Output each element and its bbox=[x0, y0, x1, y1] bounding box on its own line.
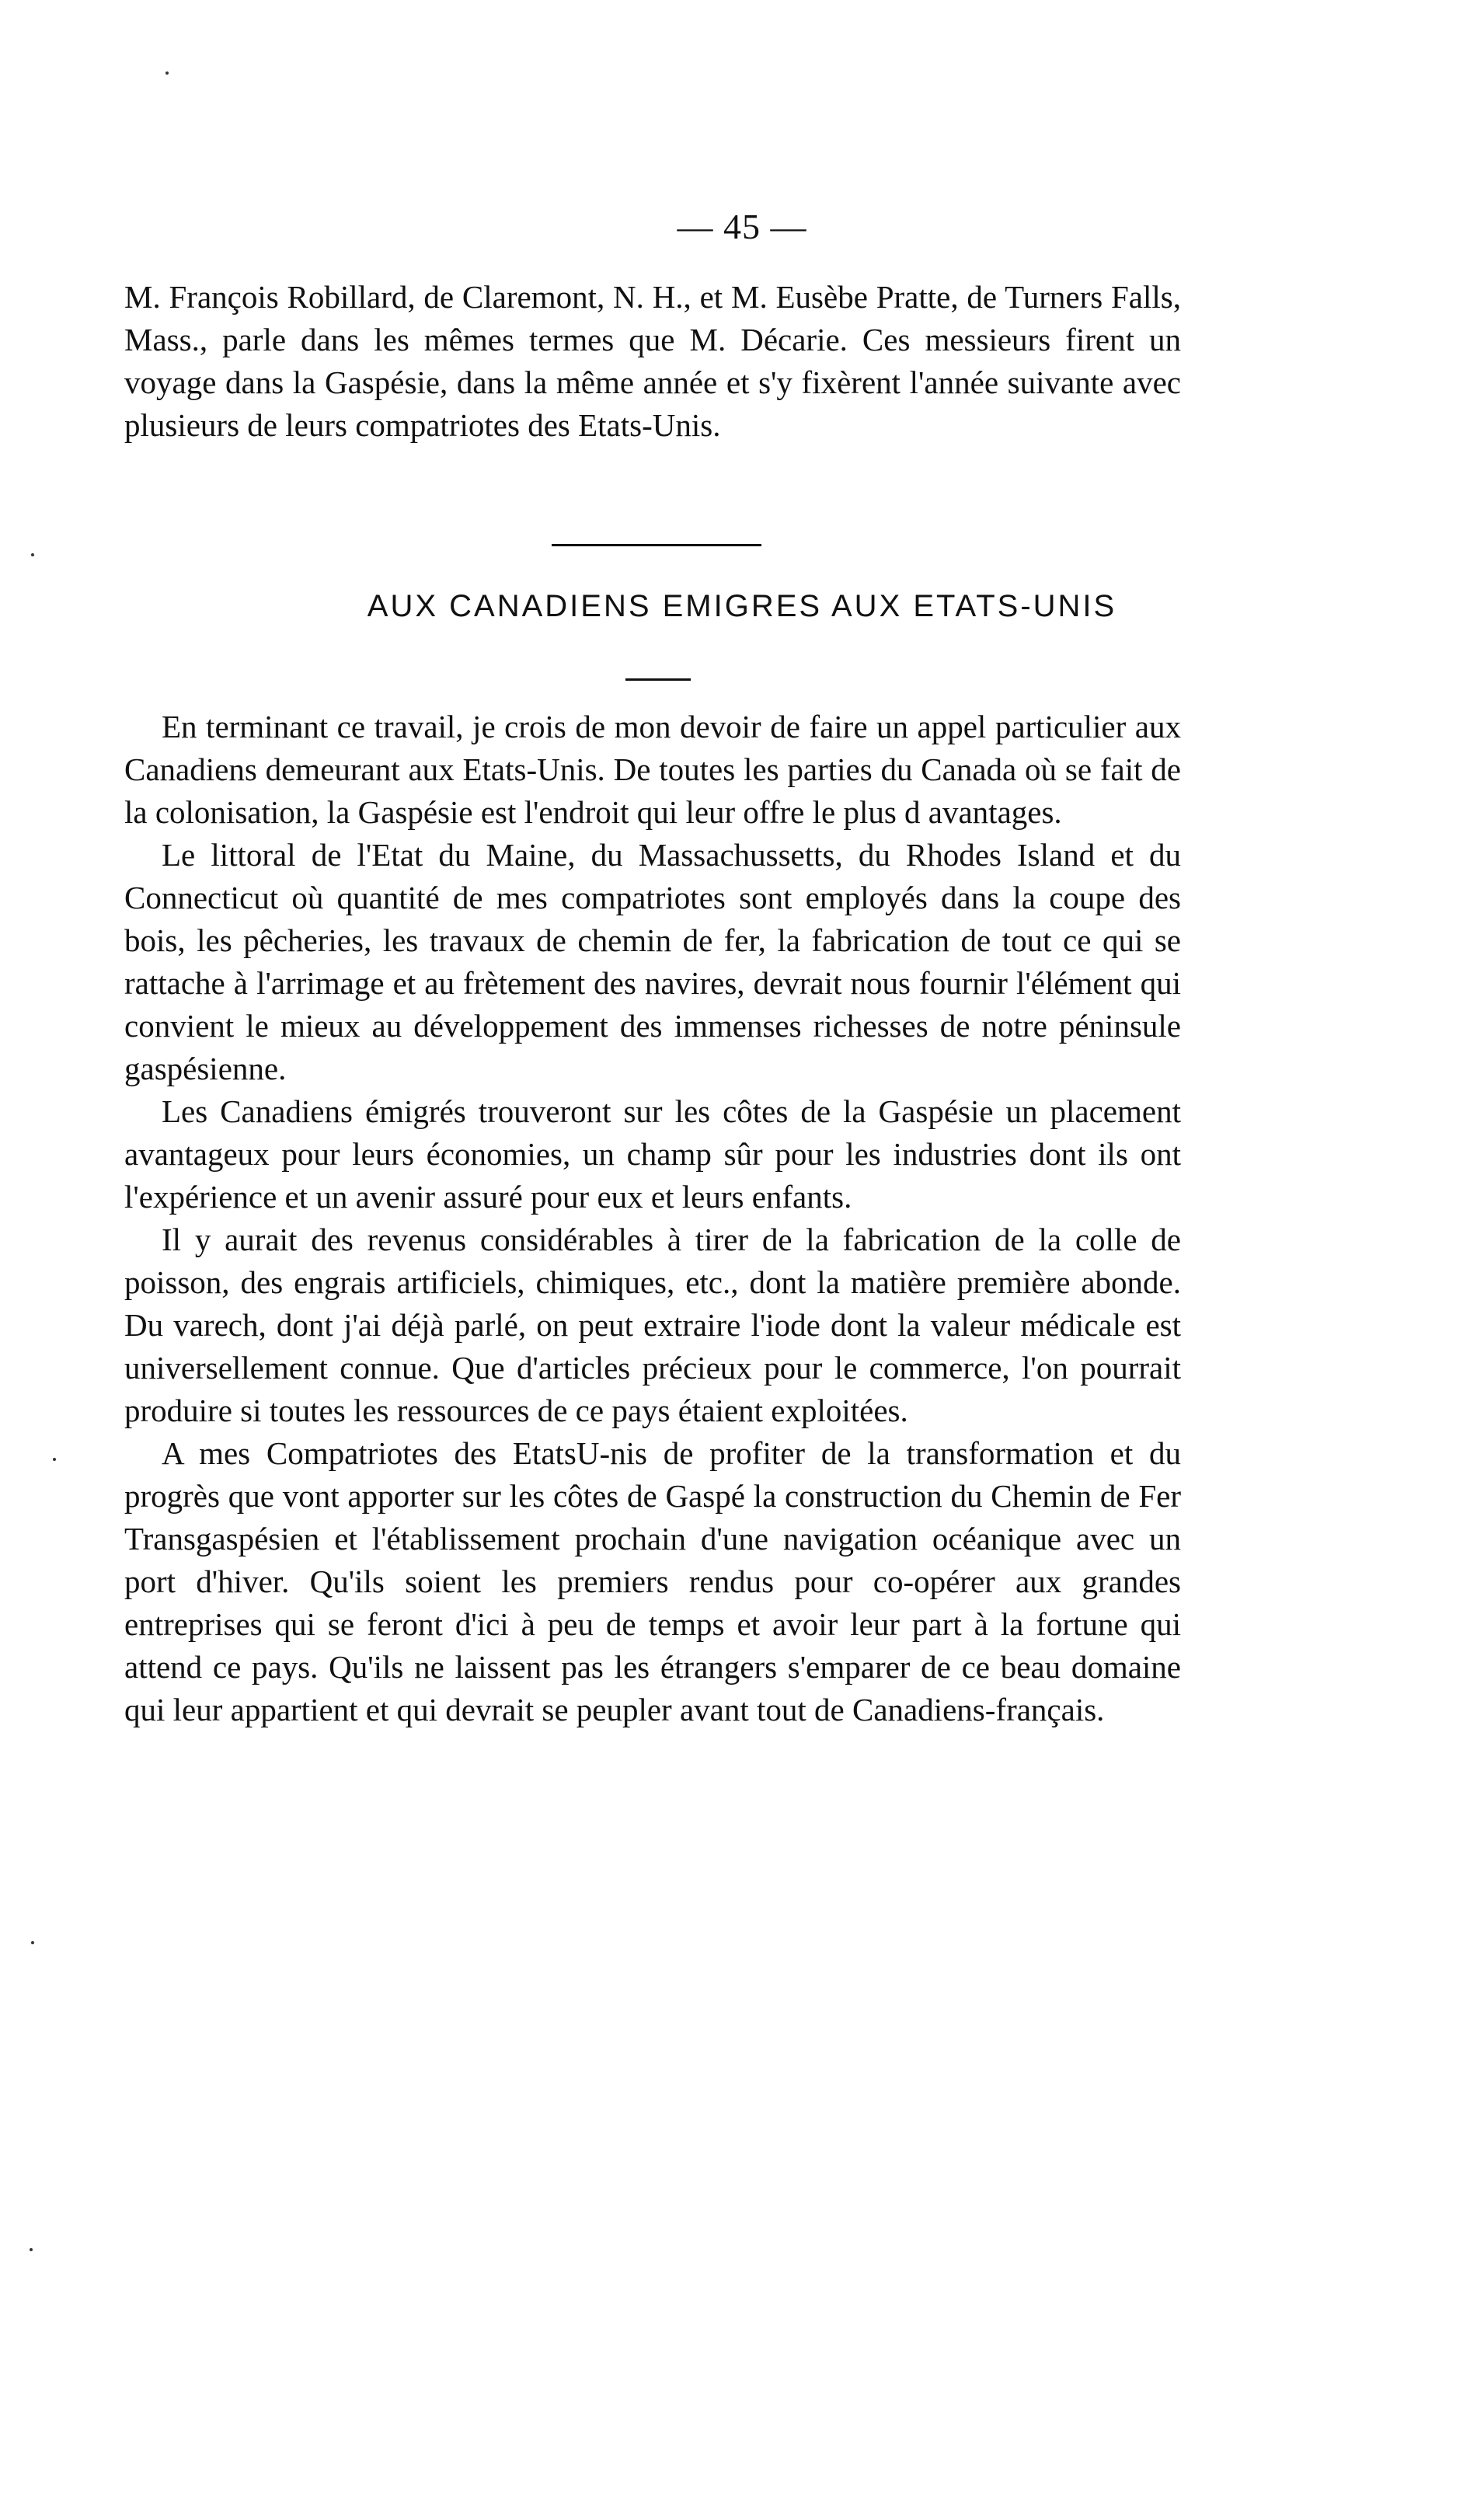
scan-speck bbox=[30, 2248, 33, 2251]
section-separator-rule bbox=[552, 544, 761, 546]
intro-block bbox=[124, 276, 1181, 447]
body-paragraph: Le littoral de l'Etat du Maine, du Massachussetts, du Rhodes Island et du Connecticut où quantité de mes compatriotes sont employés dans la coupe des bois, les pêcheries, les travaux de chemin de fer, la fabrication de tout ce qui se rattache à l'arrimage et au frètement des navires, devrait nous fournir l'élément qui convient le mieux au développement des immenses richesses de notre péninsule gaspésienne. bbox=[124, 837, 1181, 1086]
section-heading: AUX CANADIENS EMIGRES AUX ETATS-UNIS bbox=[367, 589, 1117, 623]
scan-speck bbox=[165, 71, 169, 75]
body-paragraph: En terminant ce travail, je crois de mon devoir de faire un appel particulier aux Canadiens demeurant aux Etats-Unis. De toutes les parties du Canada où se fait de la colonisation, la Gaspésie est l'endroit qui leur offre le plus d avantages. bbox=[124, 709, 1181, 830]
section-body bbox=[124, 706, 1181, 1731]
scan-speck bbox=[31, 553, 34, 556]
body-paragraph: A mes Compatriotes des EtatsU-nis de profiter de la transformation et du progrès que vont apporter sur les côtes de Gaspé la construction du Chemin de Fer Transgaspésien et l'établissement prochain d'une navigation océanique avec un port d'hiver. Qu'ils soient les premiers rendus pour co-opérer aux grandes entreprises qui se feront d'ici à peu de temps et avoir leur part à la fortune qui attend ce pays. Qu'ils ne laissent pas les étrangers s'emparer de ce beau domaine qui leur appartient et qui devrait se peupler avant tout de Canadiens-français. bbox=[124, 1435, 1181, 1727]
body-paragraph: Les Canadiens émigrés trouveront sur les côtes de la Gaspésie un placement avantageux pour leurs économies, un champ sûr pour les industries dont ils ont l'expérience et un avenir assuré pour eux et leurs enfants. bbox=[124, 1093, 1181, 1215]
intro-paragraph: M. François Robillard, de Claremont, N. H., et M. Eusèbe Pratte, de Turners Falls, Mass., parle dans les mêmes termes que M. Décarie. Ces messieurs firent un voyage dans la Gaspésie, dans la même année et s'y fixèrent l'année suivante avec plusieurs de leurs compatriotes des Etats-Unis. bbox=[124, 279, 1181, 443]
page-number: — 45 — bbox=[677, 207, 807, 246]
scan-speck bbox=[31, 1941, 34, 1944]
heading-underline-rule bbox=[625, 678, 691, 681]
scan-speck bbox=[53, 1458, 56, 1461]
body-paragraph: Il y aurait des revenus considérables à tirer de la fabrication de la colle de poisson, des engrais artificiels, chimiques, etc., dont la matière première abonde. Du varech, dont j'ai déjà parlé, on peut extraire l'iode dont la valeur médicale est universellement connue. Que d'articles précieux pour le commerce, l'on pourrait produire si toutes les ressources de ce pays étaient exploitées. bbox=[124, 1222, 1181, 1428]
